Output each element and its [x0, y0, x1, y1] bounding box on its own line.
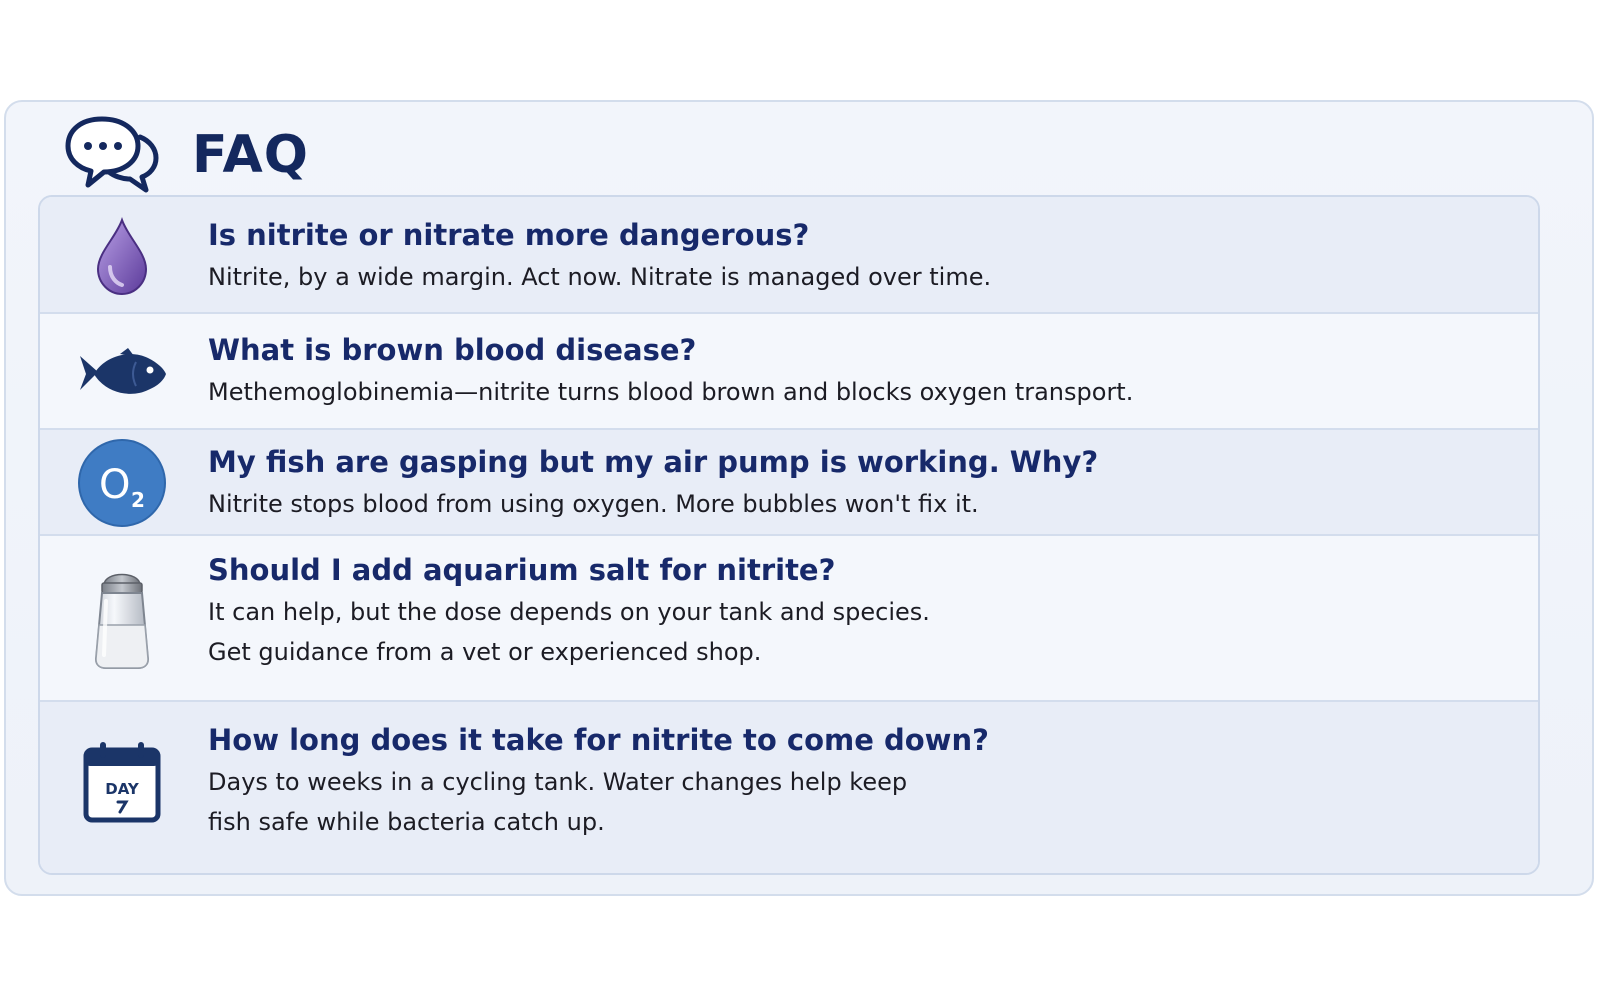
salt-shaker-icon	[74, 562, 170, 672]
faq-answer-line: Days to weeks in a cycling tank. Water changes help keep	[208, 768, 908, 796]
faq-answer-line: Get guidance from a vet or experienced shop.	[208, 638, 762, 666]
faq-item-aquarium-salt	[40, 534, 1538, 700]
faq-question: Should I add aquarium salt for nitrite?	[208, 553, 836, 587]
oxygen-subscript: 2	[131, 488, 145, 512]
calendar-icon	[74, 740, 170, 824]
faq-item-fish-gasping	[40, 428, 1538, 534]
chat-bubbles-icon	[64, 113, 160, 197]
page-title: FAQ	[192, 125, 310, 185]
oxygen-icon	[74, 438, 170, 528]
faq-answer: Methemoglobinemia—nitrite turns blood brown and blocks oxygen transport.	[208, 378, 1134, 406]
faq-question: Is nitrite or nitrate more dangerous?	[208, 218, 810, 252]
faq-question: My fish are gasping but my air pump is working. Why?	[208, 445, 1099, 479]
faq-answer: Nitrite, by a wide margin. Act now. Nitrate is managed over time.	[208, 263, 992, 291]
water-drop-icon	[74, 215, 170, 299]
faq-item-nitrite-vs-nitrate	[40, 197, 1538, 312]
faq-question: What is brown blood disease?	[208, 333, 697, 367]
faq-card	[4, 100, 1594, 896]
calendar-label: DAY	[105, 780, 139, 798]
faq-question: How long does it take for nitrite to come down?	[208, 723, 989, 757]
faq-item-nitrite-time	[40, 700, 1538, 875]
faq-answer-line: It can help, but the dose depends on your tank and species.	[208, 598, 930, 626]
faq-answer: Nitrite stops blood from using oxygen. More bubbles won't fix it.	[208, 490, 979, 518]
faq-header	[64, 110, 309, 200]
oxygen-symbol: O	[99, 462, 131, 508]
faq-list	[38, 195, 1540, 875]
faq-answer-line: fish safe while bacteria catch up.	[208, 808, 605, 836]
fish-icon	[74, 332, 170, 416]
faq-item-brown-blood	[40, 312, 1538, 428]
